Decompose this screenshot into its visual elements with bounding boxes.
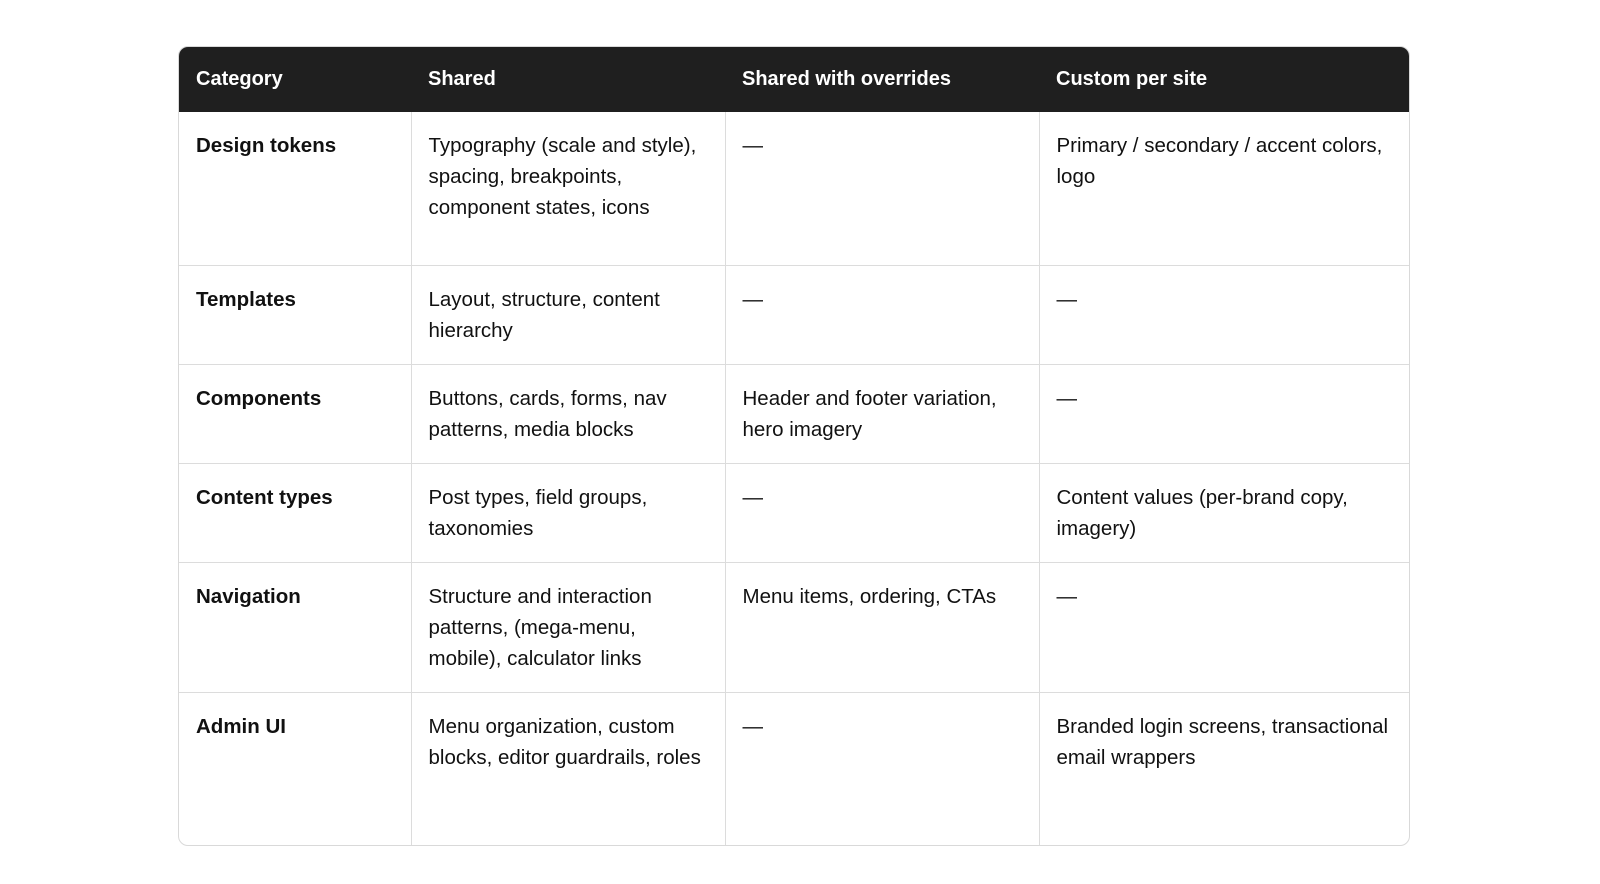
cell-overrides: —	[725, 265, 1039, 364]
cell-custom: Branded login screens, transactional email wrappers	[1039, 692, 1409, 845]
cell-shared: Buttons, cards, forms, nav patterns, media blocks	[411, 364, 725, 463]
cell-overrides: Menu items, ordering, CTAs	[725, 562, 1039, 692]
table-row	[179, 692, 1409, 845]
table-header-row	[179, 47, 1409, 112]
cell-shared: Typography (scale and style), spacing, breakpoints, component states, icons	[411, 112, 725, 265]
cell-overrides: —	[725, 112, 1039, 265]
header-shared: Shared	[428, 68, 496, 90]
cell-shared: Post types, field groups, taxonomies	[411, 463, 725, 562]
header-category: Category	[196, 68, 283, 90]
table	[179, 47, 1409, 845]
cell-custom: Primary / secondary / accent colors, logo	[1039, 112, 1409, 265]
cell-shared: Layout, structure, content hierarchy	[411, 265, 725, 364]
cell-custom: Content values (per-brand copy, imagery)	[1039, 463, 1409, 562]
comparison-table	[178, 46, 1410, 846]
cell-overrides: —	[725, 463, 1039, 562]
table-row	[179, 364, 1409, 463]
table-row	[179, 562, 1409, 692]
table-row	[179, 112, 1409, 265]
cell-overrides: Header and footer variation, hero imagery	[725, 364, 1039, 463]
cell-category: Navigation	[179, 562, 411, 692]
cell-overrides: —	[725, 692, 1039, 845]
table-row	[179, 463, 1409, 562]
header-custom-per-site: Custom per site	[1056, 68, 1208, 90]
cell-category: Admin UI	[179, 692, 411, 845]
table-row	[179, 265, 1409, 364]
cell-category: Content types	[179, 463, 411, 562]
cell-custom: —	[1039, 364, 1409, 463]
cell-category: Components	[179, 364, 411, 463]
cell-custom: —	[1039, 265, 1409, 364]
cell-category: Templates	[179, 265, 411, 364]
header-shared-with-overrides: Shared with overrides	[742, 68, 951, 90]
cell-custom: —	[1039, 562, 1409, 692]
cell-shared: Menu organization, custom blocks, editor guardrails, roles	[411, 692, 725, 845]
cell-category: Design tokens	[196, 134, 337, 157]
cell-shared: Structure and interaction patterns, (mega-menu, mobile), calculator links	[411, 562, 725, 692]
